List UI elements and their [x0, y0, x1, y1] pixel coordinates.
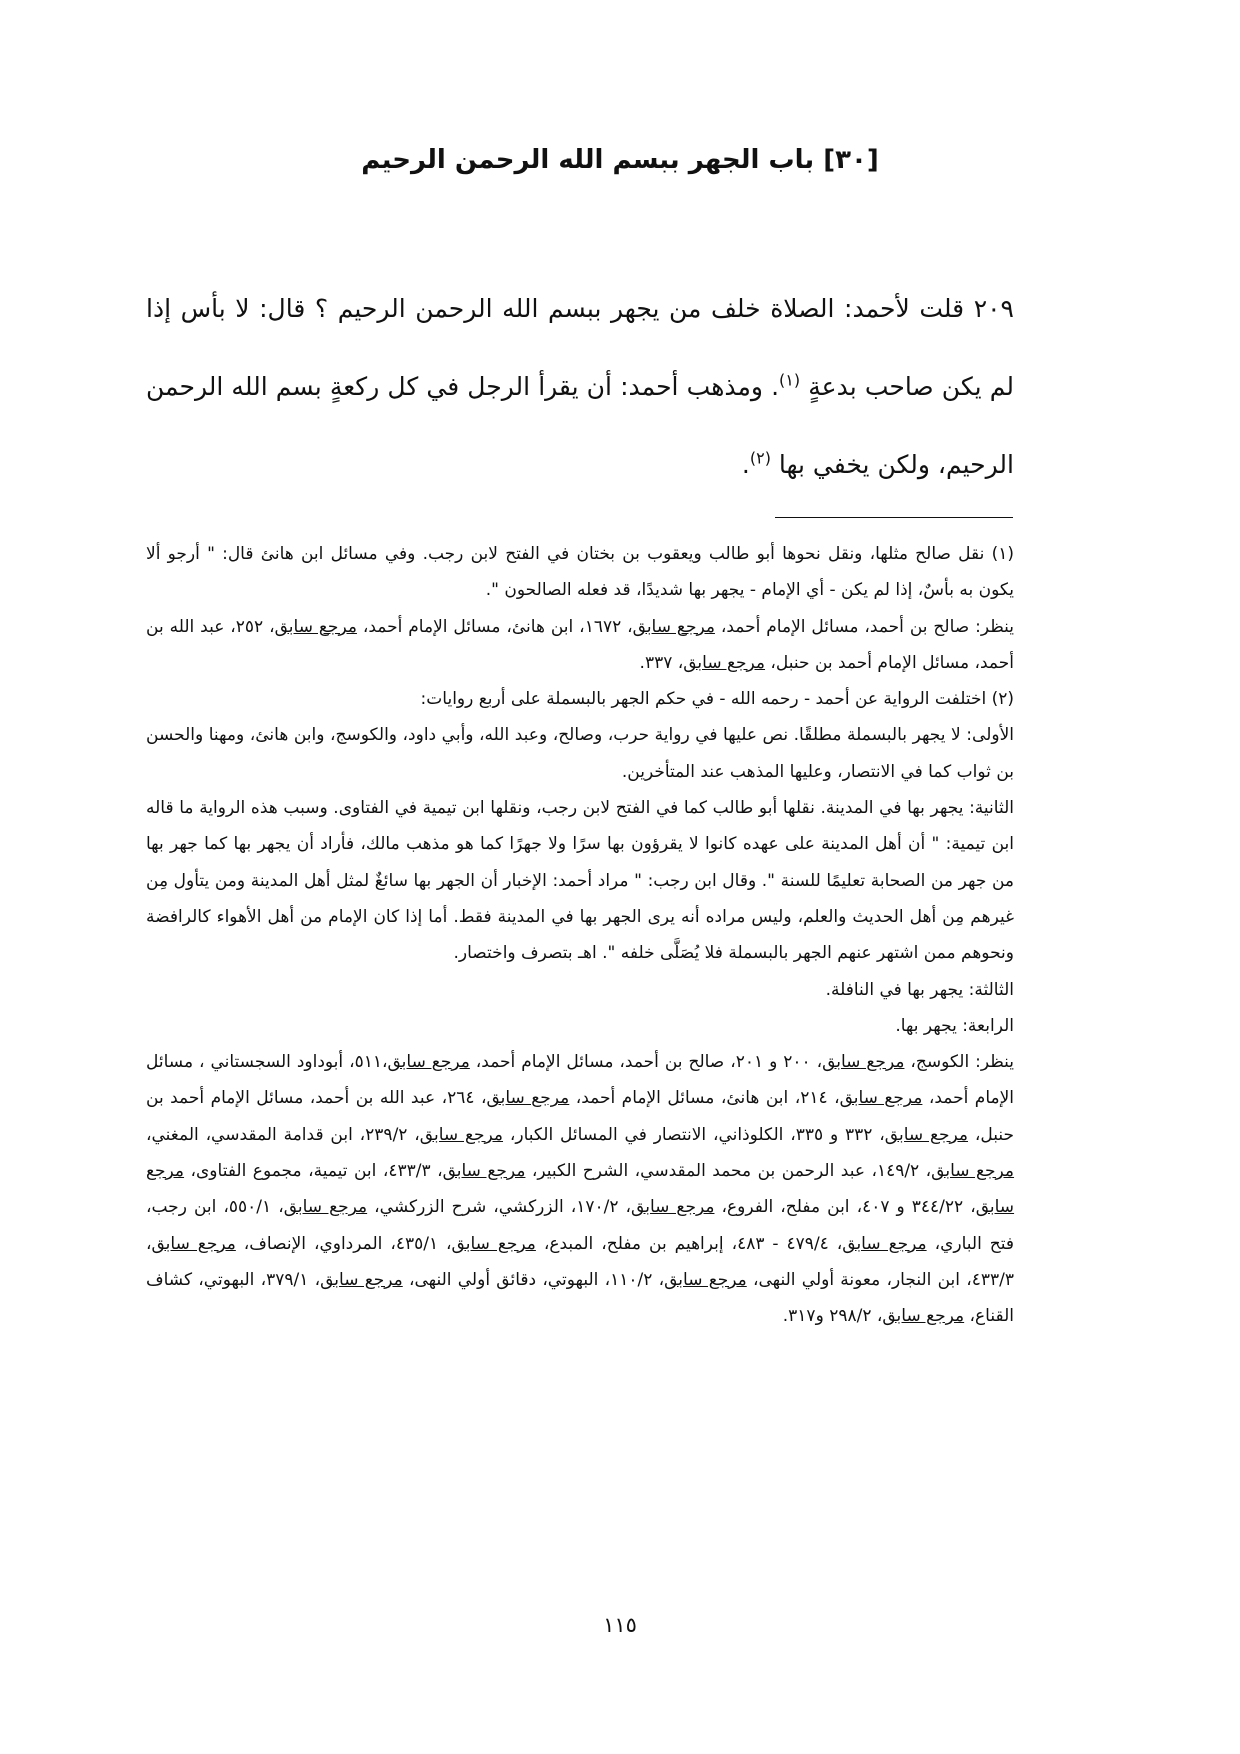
page-number: ١١٥ [603, 1613, 637, 1637]
ref-text: ، ٢٦٤، عبد الله بن أحمد، مسائل الإمام أحمد بن حنبل، [146, 1088, 1014, 1145]
reference-link: مرجع سابق [151, 1233, 236, 1254]
ref-text: ، ١٧٠/٢، الزركشي، شرح الزركشي، [367, 1197, 632, 1218]
ref-text: ، ٤٣٣/٣، ابن النجار، معونة أولي النهى، [146, 1233, 1015, 1290]
reference-link: مرجع سابق [442, 1161, 526, 1182]
ref-text: ، ٢١٤، ابن هانئ، مسائل الإمام أحمد، [569, 1088, 840, 1109]
footnote-separator [775, 517, 1013, 518]
reference-link: مرجع سابق [822, 1052, 905, 1073]
ref-text: ، ١١٠/٢، البهوتي، دقائق أولي النهى، [402, 1269, 665, 1290]
reference-link: مرجع سابق [683, 652, 766, 673]
ref-text: ، ٣٧٩/١، البهوتي، كشاف القناع، [146, 1269, 1014, 1327]
main-text [146, 270, 1014, 504]
footnote-marker-2: (٢) [749, 448, 771, 468]
narration-third: الثالثة: يجهر بها في النافلة. [825, 979, 1014, 1000]
narration-second: الثانية: يجهر بها في المدينة. نقلها أبو طالب كما في الفتح لابن رجب، ونقلها ابن تيمية في الفتاوى. وسبب هذه الرواية ما قاله ابن تيمية: " أن أهل المدينة على عهده كانوا لا يقرؤون بها سرًا ولا جهرًا كما هو مذهب مالك، فأراد أن يجهر بها كما جهر بها من جهر من الصحابة تعليمًا للسنة ". وقال ابن رجب: " مراد أحمد: الإخبار أن الجهر بها سائغٌ لمثل أهل المدينة ومن يتأول مِن غيرهم مِن أهل الحديث والعلم، وليس مراده أنه يرى الجهر بها في المدينة فقط. أما إذا كان الإمام من أهل الأهواء كالرافضة ونحوهم ممن اشتهر عنهم الجهر بالبسملة فلا يُصَلَّى خلفه ". اهـ بتصرف واختصار. [146, 798, 1014, 964]
reference-link: مرجع سابق [419, 1124, 504, 1145]
ref-text: ، ٢٣٩/٢، ابن قدامة المقدسي، المغني، [146, 1124, 420, 1145]
reference-link: مرجع سابق [632, 616, 715, 637]
narration-first: الأولى: لا يجهر بالبسملة مطلقًا. نص عليها في رواية حرب، وصالح، وعبد الله، وأبي داود، والكوسج، وابن هانئ، ومهنا والحسن بن ثواب كما في الانتصار، وعليها المذهب عند المتأخرين. [146, 725, 1014, 782]
reference-link: مرجع سابق [631, 1197, 715, 1218]
ref-text: ، ١٦٧٢، ابن هانئ، مسائل الإمام أحمد، [356, 616, 633, 637]
reference-link: مرجع سابق [146, 1161, 1015, 1218]
reference-link: مرجع سابق [842, 1233, 927, 1254]
reference-link: مرجع سابق [486, 1088, 570, 1109]
reference-link: مرجع سابق [283, 1197, 368, 1218]
reference-link: مرجع سابق [931, 1161, 1015, 1182]
ref-text: ، ٢٩٨/٢ و٣١٧. [782, 1306, 883, 1327]
reference-link: مرجع سابق [274, 616, 357, 637]
footnote-2-references [146, 1044, 1014, 1334]
footnote-2: (٢) اختلفت الرواية عن أحمد - رحمه الله - في حكم الجهر بالبسملة على أربع روايات: [420, 689, 1014, 710]
ref-text: ، ٤٣٥/١، المرداوي، الإنصاف، [235, 1233, 452, 1254]
ref-text: ، ٢٠٠ و ٢٠١، صالح بن أحمد، مسائل الإمام أحمد، [469, 1052, 823, 1073]
ref-text: ، ٤٣٣/٣، ابن تيمية، مجموع الفتاوى، [184, 1161, 443, 1182]
footnote-1-references [146, 609, 1014, 682]
reference-link: مرجع سابق [320, 1269, 403, 1290]
ref-text: ينظر: الكوسج، [904, 1052, 1015, 1073]
main-text-part-3: . [741, 450, 750, 479]
ref-text: ، ٢٥٢، عبد الله بن أحمد، مسائل الإمام أحمد بن حنبل، [146, 616, 1014, 673]
chapter-title: [٣٠] باب الجهر ببسم الله الرحمن الرحيم [361, 145, 879, 175]
footnote-marker-1: (١) [779, 370, 801, 390]
reference-link: مرجع سابق [839, 1088, 923, 1109]
ref-text: ، ٤٧٩/٤ - ٤٨٣، إبراهيم بن مفلح، المبدع، [535, 1233, 843, 1254]
reference-link: مرجع سابق [451, 1233, 536, 1254]
footnote-1: (١) نقل صالح مثلها، ونقل نحوها أبو طالب ويعقوب بن بختان في الفتح لابن رجب. وفي مسائل ابن هانئ قال: " أرجو ألا يكون به بأسٌ، إذا لم يكن - أي الإمام - يجهر بها شديدًا، قد فعله الصالحون ". [146, 544, 1014, 601]
footnotes [146, 536, 1014, 1335]
narration-fourth: الرابعة: يجهر بها. [895, 1015, 1014, 1036]
ref-text: ينظر: صالح بن أحمد، مسائل الإمام أحمد، [714, 616, 1015, 637]
ref-text: ، ١٤٩/٢، عبد الرحمن بن محمد المقدسي، الشرح الكبير، [525, 1161, 932, 1182]
main-paragraph [146, 270, 1014, 504]
main-text-part-1: ٢٠٩ قلت لأحمد: الصلاة خلف من يجهر ببسم الله الرحمن الرحيم ؟ قال: لا بأس إذا لم يكن صاحب بدعةٍ [146, 294, 1014, 401]
ref-text: ، ٣٤٤/٢٢ و ٤٠٧، ابن مفلح، الفروع، [714, 1197, 976, 1218]
reference-link: مرجع سابق [387, 1052, 470, 1073]
reference-link: مرجع سابق [882, 1306, 965, 1327]
ref-text: ،٥١١، أبوداود السجستاني ، مسائل الإمام أحمد، [146, 1052, 1015, 1109]
reference-link: مرجع سابق [884, 1124, 969, 1145]
ref-text: ، ٥٥٠/١، ابن رجب، فتح الباري، [146, 1197, 1014, 1254]
ref-text: ، ٣٣٧. [639, 652, 684, 673]
reference-link: مرجع سابق [664, 1269, 747, 1290]
ref-text: ، ٣٣٢ و ٣٣٥، الكلوذاني، الانتصار في المسائل الكبار، [503, 1124, 885, 1145]
main-text-part-2: . ومذهب أحمد: أن يقرأ الرجل في كل ركعةٍ بسم الله الرحمن الرحيم، ولكن يخفي بها [146, 372, 1014, 479]
